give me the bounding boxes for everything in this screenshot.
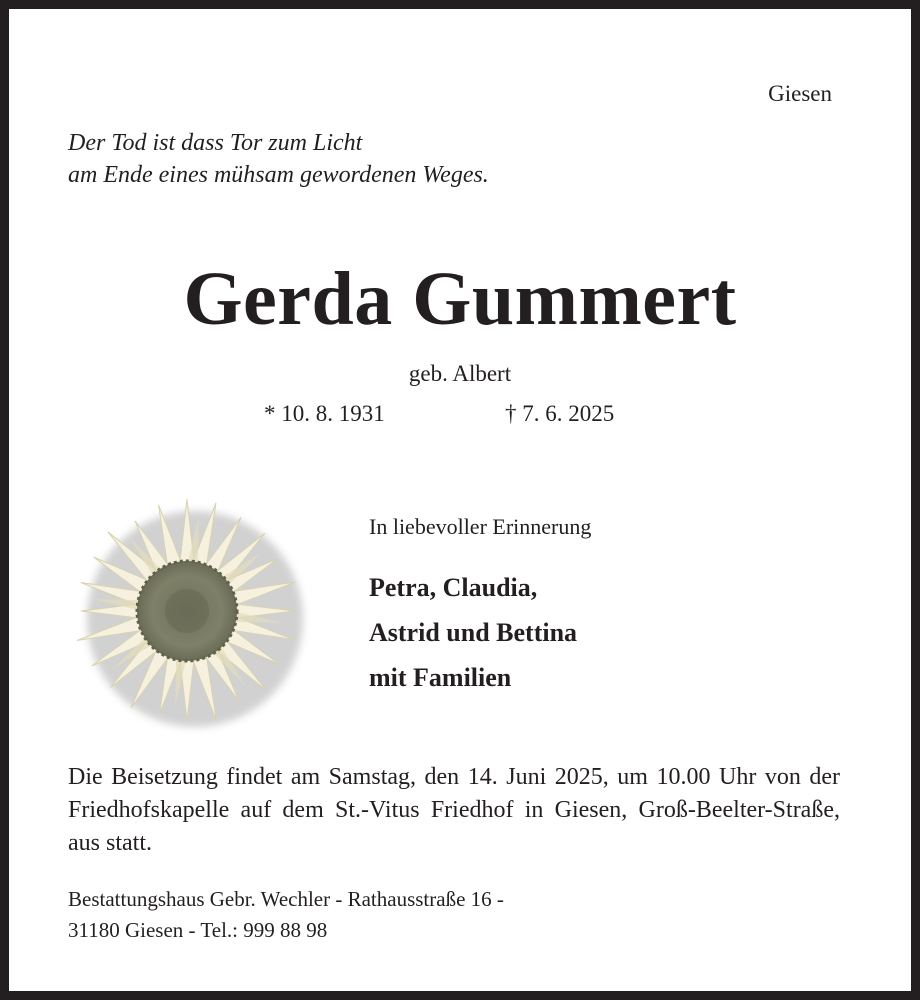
mourner-line: Petra, Claudia, — [369, 573, 538, 602]
burial-text: Die Beisetzung findet am Samstag, den 14. Juni 2025, um 10.00 Uhr von der Friedhofskapelle auf dem St.-Vitus Friedhof in Giesen, Groß-Beelter-Straße, aus statt. — [68, 764, 840, 856]
sunflower-icon — [59, 487, 317, 739]
mourner-line: mit Familien — [369, 663, 512, 692]
undertaker-line: Bestattungshaus Gebr. Wechler - Rathausstraße 16 - — [68, 887, 504, 911]
deceased-name: Gerda Gummert — [183, 257, 737, 341]
mourners — [369, 565, 577, 700]
obituary-card — [9, 9, 911, 991]
death-date: † 7. 6. 2025 — [505, 401, 615, 426]
undertaker-line: 31180 Giesen - Tel.: 999 88 98 — [68, 918, 328, 942]
undertaker-info — [68, 884, 504, 946]
memory-line: In liebevoller Erinnerung — [369, 514, 592, 539]
quote-line: am Ende eines mühsam gewordenen Weges. — [68, 162, 489, 188]
birth-name: geb. Albert — [408, 361, 512, 386]
mourner-line: Astrid und Bettina — [369, 618, 578, 647]
birth-date: * 10. 8. 1931 — [264, 401, 385, 426]
quote — [68, 127, 489, 191]
quote-line: Der Tod ist dass Tor zum Licht — [68, 130, 363, 156]
place-label: Giesen — [768, 81, 832, 106]
